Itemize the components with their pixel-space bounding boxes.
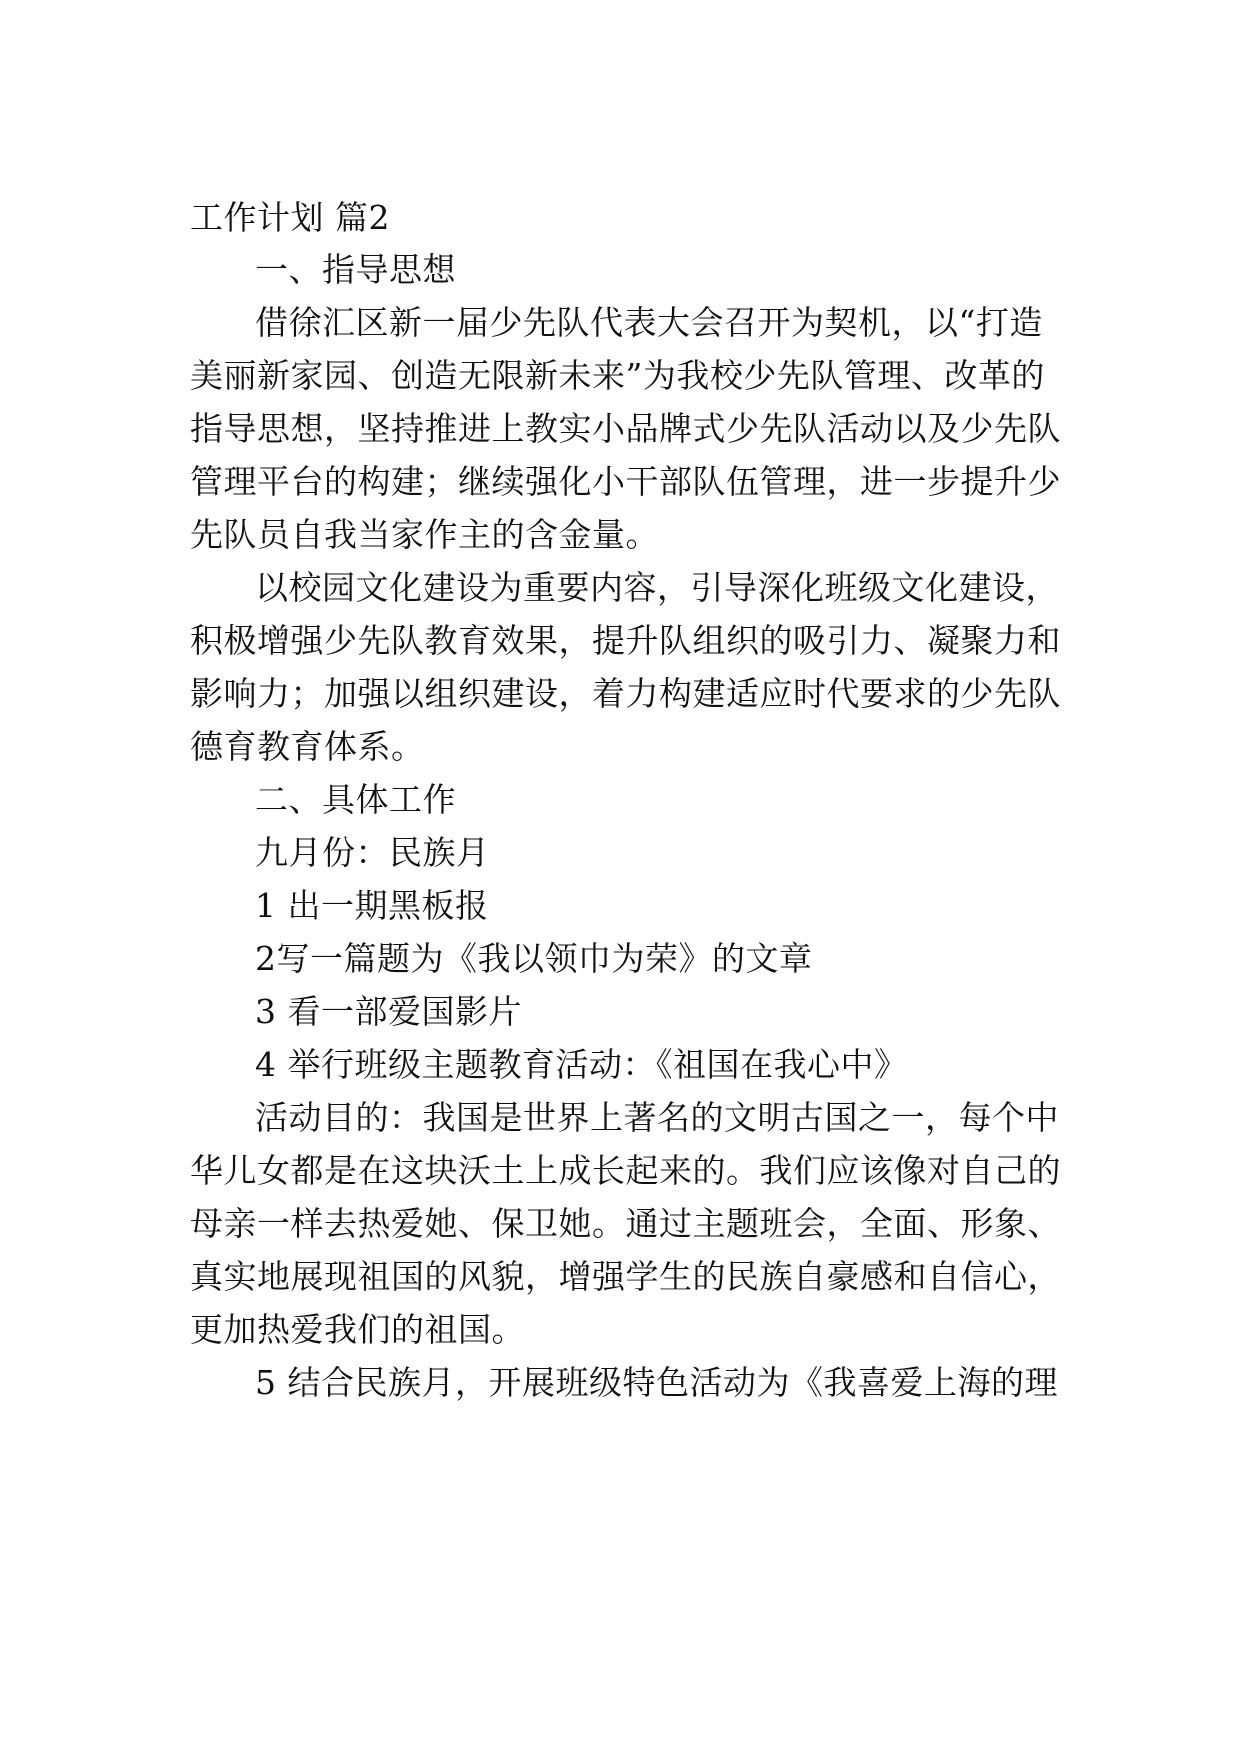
document-title: 工作计划 篇2	[190, 198, 390, 237]
list-item: 4 举行班级主题教育活动：《祖国在我心中》	[255, 1045, 908, 1084]
month-heading-september: 九月份：民族月	[255, 833, 490, 872]
paragraph-line: 母亲一样去热爱她、保卫她。通过主题班会，全面、形象、	[190, 1204, 1061, 1243]
paragraph-line: 积极增强少先队教育效果，提升队组织的吸引力、凝聚力和	[190, 621, 1061, 660]
paragraph-line: 更加热爱我们的祖国。	[190, 1310, 525, 1349]
paragraph-line: 华儿女都是在这块沃土上成长起来的。我们应该像对自己的	[190, 1151, 1061, 1190]
section-heading-guiding-ideology: 一、指导思想	[255, 250, 456, 289]
paragraph-line: 美丽新家园、创造无限新未来”为我校少先队管理、改革的	[190, 356, 1045, 395]
paragraph-line: 真实地展现祖国的风貌，增强学生的民族自豪感和自信心，	[190, 1257, 1061, 1296]
paragraph-line: 活动目的：我国是世界上著名的文明古国之一，每个中	[255, 1098, 1059, 1137]
list-item: 1 出一期黑板报	[255, 886, 489, 925]
paragraph-line: 以校园文化建设为重要内容，引导深化班级文化建设，	[255, 568, 1059, 607]
paragraph-line: 管理平台的构建；继续强化小干部队伍管理，进一步提升少	[190, 462, 1061, 501]
paragraph-line: 指导思想，坚持推进上教实小品牌式少先队活动以及少先队	[190, 409, 1061, 448]
paragraph-line: 先队员自我当家作主的含金量。	[190, 515, 659, 554]
paragraph-line: 影响力；加强以组织建设，着力构建适应时代要求的少先队	[190, 674, 1061, 713]
paragraph-line: 德育教育体系。	[190, 727, 425, 766]
list-item: 5 结合民族月，开展班级特色活动为《我喜爱上海的理	[255, 1363, 1058, 1402]
section-heading-specific-work: 二、具体工作	[255, 780, 456, 819]
list-item: 3 看一部爱国影片	[255, 992, 522, 1031]
list-item: 2写一篇题为《我以领巾为荣》的文章	[255, 939, 813, 978]
paragraph-line: 借徐汇区新一届少先队代表大会召开为契机，以“打造	[255, 303, 1043, 342]
